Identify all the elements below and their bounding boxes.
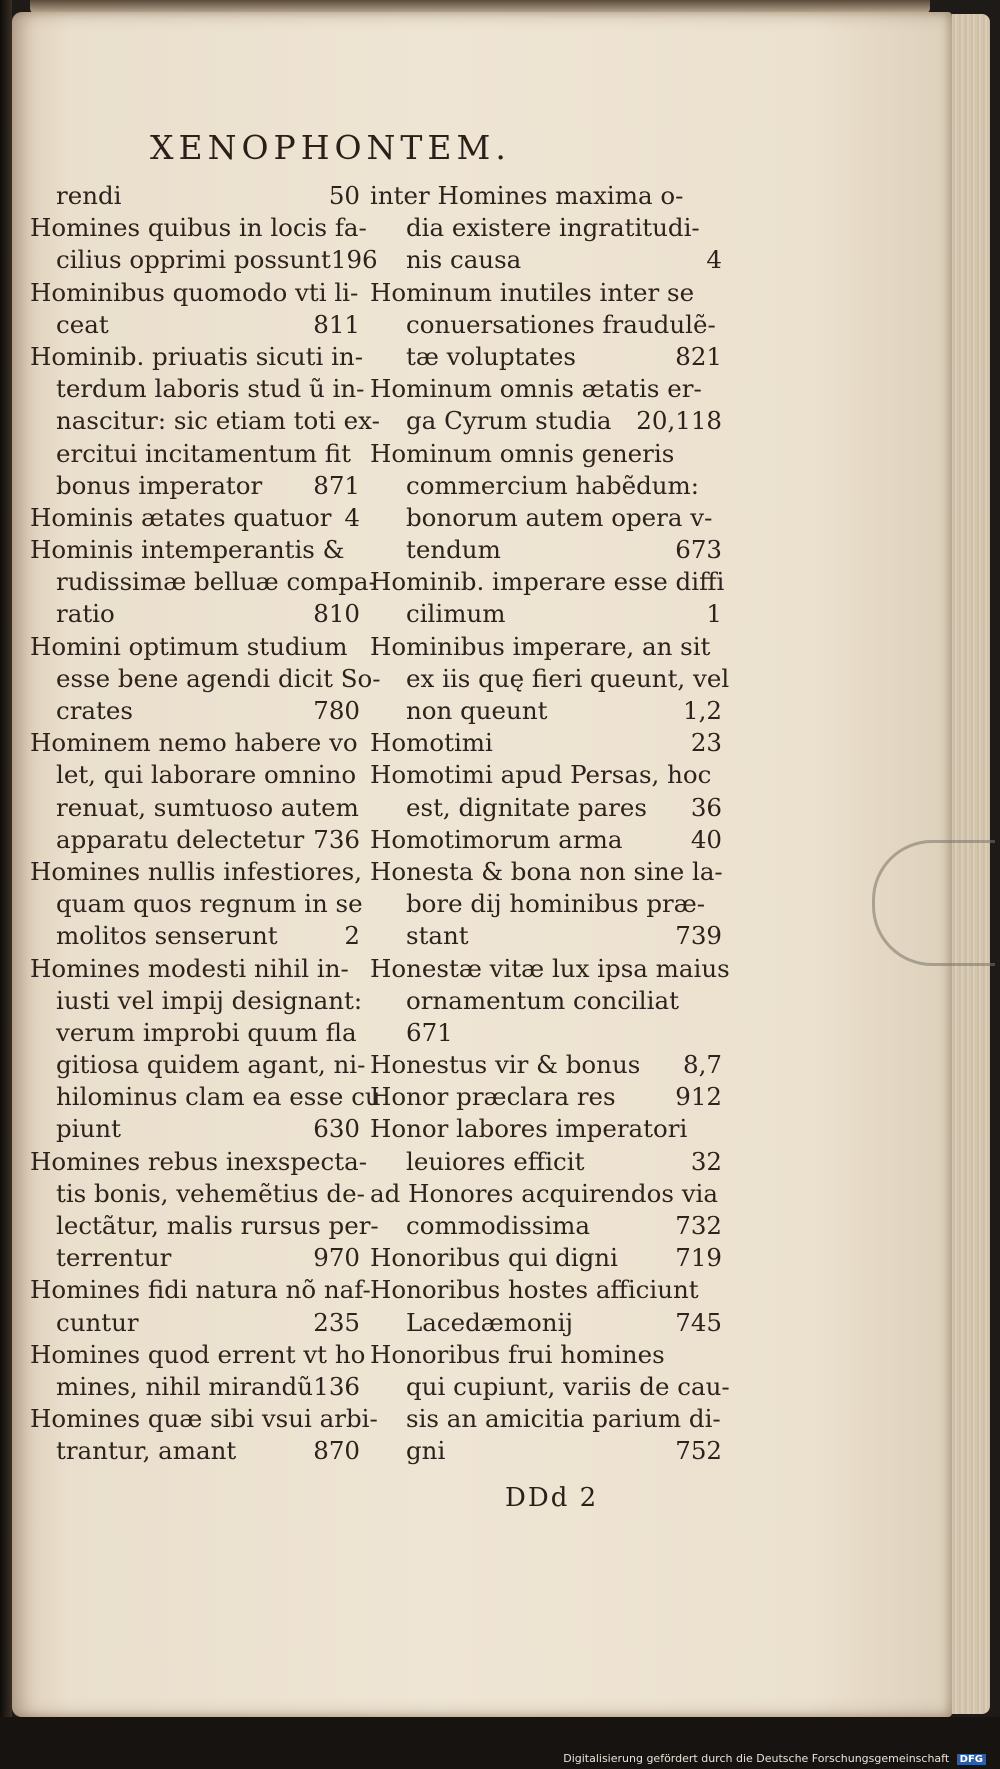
index-entry-text: Hominib. imperare esse diffi <box>370 567 725 597</box>
index-entry-text: Homotimi <box>370 728 493 758</box>
index-entry-line <box>30 695 360 727</box>
index-entry-text: ceat <box>56 309 109 339</box>
index-entry-line <box>370 759 722 791</box>
index-entry-text: stant <box>406 921 469 951</box>
index-entry-text: cuntur <box>56 1307 139 1337</box>
index-entry-text: cilius opprimi possunt196 <box>56 245 378 275</box>
index-entry-line <box>30 920 360 952</box>
index-entry-text: crates <box>56 696 133 725</box>
index-entry-line <box>370 341 722 373</box>
index-entry-line <box>30 1403 378 1435</box>
index-entry-text: sis an amicitia parium di- <box>406 1404 721 1434</box>
index-page-number: 673 <box>675 535 722 565</box>
index-page-number: 811 <box>313 309 360 339</box>
index-entry-line <box>30 1242 360 1274</box>
index-entry-line <box>30 405 380 437</box>
index-entry-text: terdum laboris stud ũ in- <box>56 374 365 404</box>
index-entry-text: rendi <box>56 181 122 210</box>
index-entry-line <box>30 824 360 856</box>
index-entry-text: Honoribus frui homines <box>370 1339 665 1369</box>
index-entry-text: inter Homines maxima o- <box>370 181 684 210</box>
index-page-number: 739 <box>675 921 722 951</box>
index-entry-text: Honesta & bona non sine la- <box>370 856 723 886</box>
index-entry-text: Honoribus qui digni <box>370 1243 618 1273</box>
index-entry-line <box>370 1403 722 1435</box>
index-entry-text: Honor præclara res <box>370 1082 616 1112</box>
page-clip <box>872 840 995 966</box>
index-entry-text: commercium habẽdum: <box>406 470 700 500</box>
index-entry-line <box>30 438 360 470</box>
index-entry-text: Homines rebus inexspecta- <box>30 1146 367 1176</box>
index-page-number: 136 <box>313 1371 360 1401</box>
index-page-number: 719 <box>675 1243 722 1273</box>
index-page-number: 32 <box>690 1146 722 1176</box>
index-entry-line <box>370 663 730 695</box>
index-entry-text: Honestus vir & bonus <box>370 1050 641 1080</box>
index-entry-text: esse bene agendi dicit So- <box>56 663 381 693</box>
index-page-number: 732 <box>675 1211 722 1240</box>
credit-text: Digitalisierung gefördert durch die Deutsche Forschungsgemeinschaft <box>563 1752 950 1765</box>
index-entry-line <box>30 598 360 630</box>
index-entry-line <box>370 502 722 534</box>
index-entry-text: nis causa <box>406 245 522 275</box>
index-entry-line <box>30 888 363 920</box>
index-entry-text: ad Honores acquirendos via <box>370 1178 718 1208</box>
index-page-number: 970 <box>313 1243 360 1273</box>
index-entry-text: renuat, sumtuoso autem <box>56 792 359 822</box>
index-entry-line <box>370 953 730 985</box>
index-page-number: 2 <box>344 921 360 951</box>
index-entry-text: gitiosa quidem agant, ni- <box>56 1050 366 1080</box>
index-entry-text: Homines quod errent vt ho <box>30 1339 366 1369</box>
index-entry-text: Honoribus hostes afficiunt <box>370 1275 699 1305</box>
index-entry-line <box>370 856 722 888</box>
index-entry-line <box>30 277 360 309</box>
index-entry-line <box>30 1307 360 1339</box>
index-entry-line <box>370 1017 722 1049</box>
index-entry-line <box>370 309 722 341</box>
index-entry-text: Lacedæmonij <box>406 1307 574 1337</box>
index-entry-text: molitos senserunt <box>56 921 278 951</box>
index-entry-text: Honor labores imperatori <box>370 1114 688 1144</box>
index-entry-line <box>370 180 722 212</box>
index-entry-text: Homines nullis infestiores, <box>30 856 363 886</box>
index-entry-line <box>30 1435 360 1467</box>
index-entry-text: tis bonis, vehemẽtius de- <box>56 1178 365 1208</box>
index-entry-line <box>370 695 722 727</box>
index-column-right <box>370 180 730 1468</box>
index-entry-line <box>370 598 722 630</box>
index-entry-line <box>30 1371 360 1403</box>
index-entry-text: trantur, amant <box>56 1436 237 1466</box>
index-entry-line <box>370 1146 722 1178</box>
index-entry-text: mines, nihil mirandũ <box>56 1371 313 1401</box>
index-page-number: 50 <box>328 181 360 210</box>
index-entry-line <box>30 180 360 212</box>
index-entry-line <box>30 985 363 1017</box>
index-entry-text: quam quos regnum in se <box>56 889 363 919</box>
index-entry-line <box>370 1178 722 1210</box>
index-page-number: 235 <box>313 1307 360 1337</box>
index-entry-line <box>30 1081 381 1113</box>
index-entry-line <box>30 470 360 502</box>
book-gutter <box>0 0 12 1769</box>
index-entry-text: bonorum autem opera v- <box>406 502 713 532</box>
index-entry-text: ornamentum conciliat <box>406 985 679 1015</box>
index-page-number: 630 <box>313 1114 360 1144</box>
index-entry-line <box>370 888 722 920</box>
index-entry-line <box>370 1339 722 1371</box>
dfg-logo: DFG <box>957 1754 986 1765</box>
index-entry-line <box>370 1081 722 1113</box>
index-entry-text: terrentur <box>56 1243 172 1273</box>
index-page-number: 8,7 <box>683 1050 722 1080</box>
index-entry-text: Hominum inutiles inter se <box>370 277 695 307</box>
index-entry-text: Homini optimum studium <box>30 631 348 661</box>
index-page-number: 4 <box>344 502 360 532</box>
index-entry-text: 671 <box>406 1017 453 1047</box>
index-page-number: 1,2 <box>683 696 722 725</box>
index-entry-line <box>30 1339 366 1371</box>
index-entry-line <box>370 534 722 566</box>
index-entry-line <box>370 1113 722 1145</box>
index-entry-text: Homines quibus in locis fa- <box>30 213 367 243</box>
index-entry-text: ex iis quę fieri queunt, vel <box>406 663 730 693</box>
index-entry-text: Hominis intemperantis & <box>30 535 345 565</box>
index-column-left <box>30 180 381 1468</box>
index-entry-text: Honestæ vitæ lux ipsa maius <box>370 953 730 983</box>
signature-mark: DDd 2 <box>505 1483 599 1513</box>
index-entry-line <box>30 534 360 566</box>
index-page-number: 871 <box>313 470 360 500</box>
index-entry-text: Homines modesti nihil in- <box>30 953 349 983</box>
index-entry-line <box>30 309 360 341</box>
index-entry-line <box>370 1274 722 1306</box>
index-entry-text: Hominum omnis generis <box>370 438 675 468</box>
index-entry-text: hilominus clam ea esse cu <box>56 1082 381 1112</box>
index-entry-text: qui cupiunt, variis de cau- <box>406 1371 730 1401</box>
index-page-number: 912 <box>675 1082 722 1112</box>
index-entry-text: Hominis ætates quatuor <box>30 502 332 532</box>
index-entry-text: tæ voluptates <box>406 341 576 371</box>
index-entry-text: gni <box>406 1436 446 1466</box>
index-entry-text: bonus imperator <box>56 470 263 500</box>
index-entry-line <box>30 759 360 791</box>
index-entry-text: Homines fidi natura nõ naf- <box>30 1275 371 1305</box>
index-entry-line <box>370 792 722 824</box>
index-entry-text: dia existere ingratitudi- <box>406 213 700 243</box>
index-entry-line <box>30 856 363 888</box>
index-page-number: 40 <box>690 824 722 854</box>
index-entry-text: commodissima <box>406 1211 591 1240</box>
index-entry-line <box>30 1178 365 1210</box>
index-entry-line <box>370 1435 722 1467</box>
digitization-credit <box>563 1752 986 1765</box>
index-entry-line <box>30 566 377 598</box>
index-entry-line <box>370 373 722 405</box>
index-entry-line <box>370 438 722 470</box>
index-page-number: 23 <box>690 728 722 758</box>
index-entry-text: piunt <box>56 1114 121 1144</box>
index-entry-line <box>370 566 725 598</box>
index-entry-line <box>30 1049 366 1081</box>
index-entry-line <box>30 792 360 824</box>
index-entry-text: verum improbi quum fla <box>56 1017 357 1047</box>
index-entry-text: ratio <box>56 599 115 629</box>
index-page-number: 4 <box>706 245 722 275</box>
index-page-number: 810 <box>313 599 360 629</box>
running-head: XENOPHONTEM. <box>150 128 511 167</box>
index-entry-line <box>30 727 360 759</box>
index-entry-line <box>370 244 722 276</box>
index-entry-line <box>370 920 722 952</box>
index-entry-line <box>30 953 360 985</box>
index-entry-text: Homotimi apud Persas, hoc <box>370 760 712 790</box>
index-entry-line <box>30 502 360 534</box>
index-entry-text: let, qui laborare omnino <box>56 760 357 790</box>
index-entry-line <box>30 1274 371 1306</box>
index-page-number: 736 <box>313 824 360 854</box>
index-page-number: 780 <box>313 696 360 725</box>
index-entry-line <box>30 663 381 695</box>
index-entry-text: Hominibus quomodo vti li- <box>30 277 359 307</box>
index-entry-text: bore dij hominibus præ- <box>406 889 706 919</box>
index-page-number: 745 <box>675 1307 722 1337</box>
index-entry-text: leuiores efficit <box>406 1146 585 1176</box>
index-entry-line <box>30 244 378 276</box>
index-entry-line <box>370 1307 722 1339</box>
index-entry-line <box>370 824 722 856</box>
index-entry-line <box>370 405 722 437</box>
index-entry-line <box>370 727 722 759</box>
index-entry-text: non queunt <box>406 696 548 725</box>
index-entry-text: ercitui incitamentum fit <box>56 438 351 468</box>
index-page-number: 1 <box>706 599 722 629</box>
index-entry-line <box>370 631 722 663</box>
index-page-number: 752 <box>675 1436 722 1466</box>
index-entry-text: Hominem nemo habere vo <box>30 728 358 758</box>
index-entry-line <box>30 631 360 663</box>
index-entry-line <box>30 341 363 373</box>
index-entry-text: est, dignitate pares <box>406 792 647 822</box>
index-page-number: 36 <box>690 792 722 822</box>
index-entry-line <box>370 470 722 502</box>
index-page-number: 20,118 <box>636 406 722 436</box>
index-entry-line <box>370 1210 722 1242</box>
index-entry-line <box>30 212 367 244</box>
index-entry-text: Homines quæ sibi vsui arbi- <box>30 1404 378 1434</box>
index-entry-text: Homotimorum arma <box>370 824 623 854</box>
index-entry-line <box>30 1210 379 1242</box>
index-entry-line <box>370 985 722 1017</box>
index-entry-line <box>30 1017 360 1049</box>
index-entry-text: rudissimæ belluæ compa- <box>56 567 377 597</box>
index-entry-text: conuersationes fraudulẽ- <box>406 309 716 339</box>
index-page-number: 870 <box>313 1436 360 1466</box>
index-entry-line <box>370 1049 722 1081</box>
index-entry-text: Hominibus imperare, an sit <box>370 631 711 661</box>
index-entry-text: tendum <box>406 535 501 565</box>
index-entry-text: nascitur: sic etiam toti ex- <box>56 406 380 436</box>
index-entry-text: Hominum omnis ætatis er- <box>370 374 702 404</box>
index-entry-text: cilimum <box>406 599 506 629</box>
index-entry-line <box>370 277 722 309</box>
index-entry-text: ga Cyrum studia <box>406 406 612 436</box>
index-entry-text: iusti vel impij designant: <box>56 985 363 1015</box>
index-entry-line <box>370 1242 722 1274</box>
index-entry-line <box>370 1371 730 1403</box>
index-entry-line <box>30 1146 367 1178</box>
index-entry-text: apparatu delectetur <box>56 824 305 854</box>
index-page-number: 821 <box>675 341 722 371</box>
index-entry-line <box>30 373 365 405</box>
index-entry-line <box>370 212 722 244</box>
index-entry-text: Hominib. priuatis sicuti in- <box>30 341 363 371</box>
index-entry-text: lectãtur, malis rursus per- <box>56 1211 379 1240</box>
index-entry-line <box>30 1113 360 1145</box>
